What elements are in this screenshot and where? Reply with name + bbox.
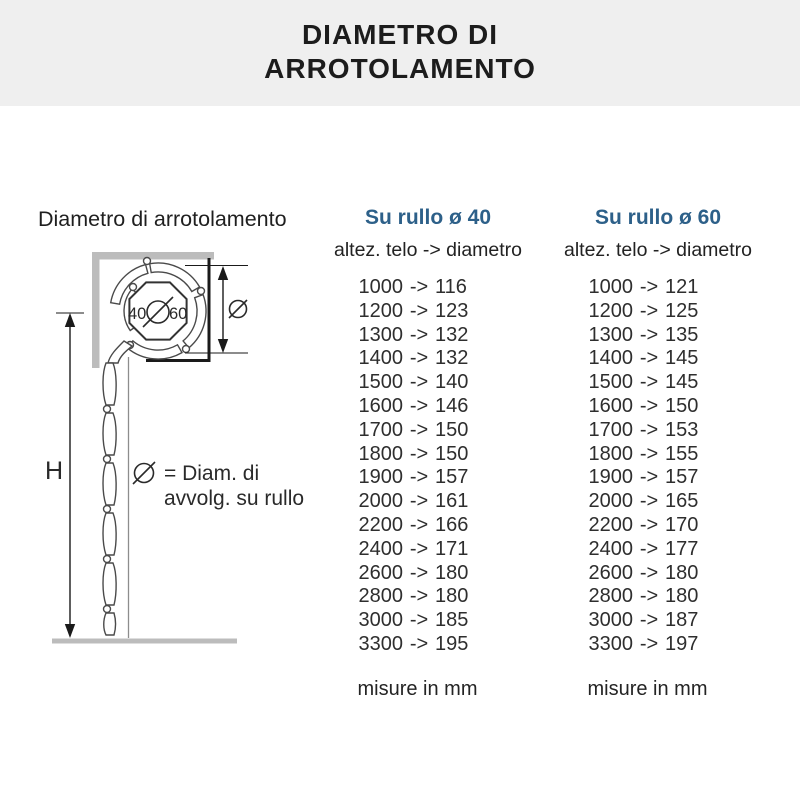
diametro-value: 132 [435, 323, 469, 346]
page-title-line2: ARROTOLAMENTO [264, 53, 536, 84]
table-row [323, 633, 533, 657]
arrow-glyph: -> [639, 490, 659, 513]
diametro-value: 157 [435, 466, 469, 489]
diametro-value: 135 [665, 323, 699, 346]
arrow-glyph: -> [409, 418, 429, 441]
altezza-telo-value: 3300 [588, 632, 633, 655]
arrow-glyph: -> [409, 323, 429, 346]
table-row [323, 276, 533, 300]
altezza-telo-value: 1700 [358, 418, 403, 441]
page-title [0, 0, 800, 86]
table-rows [323, 276, 533, 657]
altezza-telo-value: 2400 [588, 537, 633, 560]
table-row [553, 633, 763, 657]
table-row [553, 395, 763, 419]
altezza-telo-value: 2000 [588, 490, 633, 513]
table-row [553, 609, 763, 633]
arrow-glyph: -> [409, 632, 429, 655]
arrow-glyph: -> [409, 609, 429, 632]
table-row [553, 562, 763, 586]
table-row [323, 371, 533, 395]
arrow-glyph: -> [639, 442, 659, 465]
diametro-value: 132 [435, 347, 469, 370]
table-rullo-40 [323, 205, 533, 701]
table-row [323, 395, 533, 419]
altezza-telo-value: 1500 [588, 371, 633, 394]
arrow-glyph: -> [639, 632, 659, 655]
table-row [553, 514, 763, 538]
legend-line1: = Diam. di [164, 462, 260, 485]
altezza-telo-value: 1300 [588, 323, 633, 346]
altezza-telo-value: 3000 [588, 609, 633, 632]
diametro-value: 150 [435, 418, 469, 441]
table-row [553, 371, 763, 395]
diametro-value: 121 [665, 276, 699, 298]
table-row [553, 490, 763, 514]
altezza-telo-value: 1900 [588, 466, 633, 489]
altezza-telo-value: 1900 [358, 466, 403, 489]
table-row [323, 490, 533, 514]
diametro-value: 197 [665, 632, 699, 655]
table-rullo-60 [553, 205, 763, 701]
table-row [553, 538, 763, 562]
table-subtitle: altez. telo -> diametro [333, 239, 523, 261]
table-row [323, 324, 533, 348]
altezza-telo-value: 1700 [588, 418, 633, 441]
arrow-glyph: -> [639, 323, 659, 346]
arrow-glyph: -> [409, 466, 429, 489]
arrow-glyph: -> [409, 442, 429, 465]
diametro-value: 145 [665, 371, 699, 394]
diametro-value: 146 [435, 394, 469, 417]
table-row [323, 300, 533, 324]
legend-line2: avvolg. su rullo [164, 487, 305, 510]
diametro-value: 180 [435, 561, 469, 584]
diametro-value: 140 [435, 371, 469, 394]
diametro-value: 180 [435, 585, 469, 608]
diameter-symbol-icon [229, 300, 247, 318]
diametro-value: 180 [665, 561, 699, 584]
table-row [553, 466, 763, 490]
arrow-glyph: -> [639, 513, 659, 536]
altezza-telo-value: 2200 [358, 513, 403, 536]
diametro-value: 150 [435, 442, 469, 465]
table-row [323, 538, 533, 562]
arrow-glyph: -> [639, 371, 659, 394]
table-row [553, 347, 763, 371]
table-row [553, 419, 763, 443]
table-row [553, 276, 763, 300]
arrow-glyph: -> [409, 513, 429, 536]
altezza-telo-value: 1200 [588, 299, 633, 322]
diameter-legend [133, 462, 304, 510]
table-row [323, 562, 533, 586]
altezza-telo-value: 2600 [358, 561, 403, 584]
diametro-value: 125 [665, 299, 699, 322]
altezza-telo-value: 1500 [358, 371, 403, 394]
altezza-telo-value: 1000 [358, 276, 403, 298]
altezza-telo-value: 2800 [358, 585, 403, 608]
altezza-telo-value: 2000 [358, 490, 403, 513]
table-footer: misure in mm [357, 677, 478, 700]
ground-line [52, 639, 237, 644]
table-row [323, 419, 533, 443]
altezza-telo-value: 1600 [358, 394, 403, 417]
roller-large-label: 60 [169, 305, 188, 323]
table-row [323, 347, 533, 371]
height-label: H [45, 457, 64, 485]
curtain-slat-chain [103, 357, 129, 638]
diametro-value: 180 [665, 585, 699, 608]
arrow-glyph: -> [639, 299, 659, 322]
altezza-telo-value: 2600 [588, 561, 633, 584]
octagonal-roller [128, 282, 187, 339]
arrow-glyph: -> [639, 394, 659, 417]
altezza-telo-value: 1600 [588, 394, 633, 417]
arrow-glyph: -> [639, 276, 659, 298]
arrow-glyph: -> [639, 418, 659, 441]
roller-shutter-diagram [40, 245, 310, 655]
altezza-telo-value: 1200 [358, 299, 403, 322]
arrow-glyph: -> [409, 537, 429, 560]
altezza-telo-value: 1800 [588, 442, 633, 465]
diagram-heading: Diametro di arrotolamento [38, 207, 287, 231]
arrow-glyph: -> [409, 347, 429, 370]
arrow-glyph: -> [639, 585, 659, 608]
table-subtitle: altez. telo -> diametro [563, 239, 753, 261]
arrow-glyph: -> [409, 299, 429, 322]
altezza-telo-value: 2400 [358, 537, 403, 560]
arrow-glyph: -> [409, 371, 429, 394]
legend-diameter-symbol-icon [133, 462, 155, 484]
arrow-glyph: -> [409, 394, 429, 417]
arrow-glyph: -> [639, 609, 659, 632]
altezza-telo-value: 2200 [588, 513, 633, 536]
diametro-value: 155 [665, 442, 699, 465]
arrow-glyph: -> [409, 585, 429, 608]
altezza-telo-value: 1400 [588, 347, 633, 370]
altezza-telo-value: 1000 [588, 276, 633, 298]
arrow-glyph: -> [639, 347, 659, 370]
table-row [553, 300, 763, 324]
diametro-value: 171 [435, 537, 469, 560]
table-row [323, 466, 533, 490]
table-rows [553, 276, 763, 657]
altezza-telo-value: 1300 [358, 323, 403, 346]
diametro-value: 123 [435, 299, 469, 322]
diametro-value: 157 [665, 466, 699, 489]
diametro-value: 145 [665, 347, 699, 370]
diametro-value: 166 [435, 513, 469, 536]
table-row [553, 585, 763, 609]
altezza-telo-value: 1800 [358, 442, 403, 465]
arrow-glyph: -> [639, 466, 659, 489]
altezza-telo-value: 2800 [588, 585, 633, 608]
diametro-value: 170 [665, 513, 699, 536]
table-row [553, 443, 763, 467]
page-title-line1: DIAMETRO DI [301, 19, 499, 50]
table-row [323, 514, 533, 538]
altezza-telo-value: 3300 [358, 632, 403, 655]
arrow-glyph: -> [639, 561, 659, 584]
diametro-value: 187 [665, 609, 699, 632]
diametro-value: 195 [435, 632, 469, 655]
arrow-glyph: -> [639, 537, 659, 560]
roller-small-label: 40 [128, 305, 147, 323]
diametro-value: 153 [665, 418, 699, 441]
altezza-telo-value: 3000 [358, 609, 403, 632]
diametro-value: 165 [665, 490, 699, 513]
header-band [0, 0, 800, 106]
table-row [323, 443, 533, 467]
altezza-telo-value: 1400 [358, 347, 403, 370]
arrow-glyph: -> [409, 490, 429, 513]
arrow-glyph: -> [409, 276, 429, 298]
table-row [323, 609, 533, 633]
diametro-value: 116 [435, 276, 467, 298]
table-title: Su rullo ø 40 [364, 206, 492, 229]
table-row [323, 585, 533, 609]
arrow-glyph: -> [409, 561, 429, 584]
diametro-value: 150 [665, 394, 699, 417]
diametro-value: 177 [665, 537, 699, 560]
table-footer: misure in mm [587, 677, 708, 700]
table-title: Su rullo ø 60 [594, 206, 722, 229]
table-row [553, 324, 763, 348]
diametro-value: 161 [435, 490, 469, 513]
diametro-value: 185 [435, 609, 469, 632]
